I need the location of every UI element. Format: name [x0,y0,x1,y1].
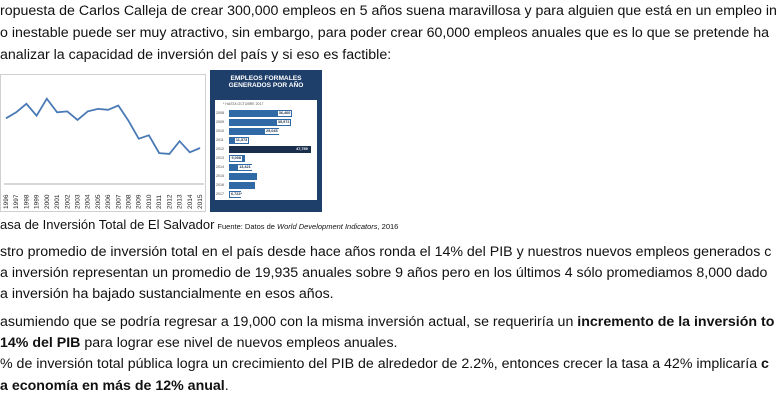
x-tick-label-2007: 2007 [115,194,123,209]
caption-source-prefix: Fuente: Datos de [217,222,278,231]
bar-year-label: 2009 [216,120,224,124]
x-tick-label-1999: 1999 [33,194,41,209]
caption-title: asa de Inversión Total de El Salvador [0,217,215,232]
x-tick-label-2014: 2014 [186,194,194,209]
x-tick-label-2009: 2009 [135,194,143,209]
x-tick-label-2010: 2010 [145,194,153,209]
body-line-1: stro promedio de inversión total en el país desde hace años ronda el 14% del PIB y nuestros nuevos empleos generados c [0,244,772,260]
body-line-3: a inversión ha bajado sustancialmente en esos años. [0,286,334,302]
infographic-title-line-2: GENERADOS POR AÑO [228,82,304,89]
body-line-4-bold: incremento de la inversión to [577,314,775,330]
infographic-note: * HASTA OCTUBRE 2017 [223,102,264,106]
body-line-5 [0,335,398,351]
bar-value-label-2014: 13,421 [239,165,251,169]
body-line-6-bold: c [761,356,769,372]
bar-year-label: 2016 [216,183,224,187]
x-tick-label-2003: 2003 [74,194,82,209]
bar-row-2012 [215,146,317,153]
x-tick-label-2015: 2015 [197,194,204,209]
bar-row-2017 [215,191,317,198]
intro-line-1: ropuesta de Carlos Calleja de crear 300,000 empleos en 5 años suena maravillosa y para alguien que está en un empleo in [0,3,777,19]
infographic-title-line-1: EMPLEOS FORMALES [230,75,302,82]
body-line-4 [0,314,774,330]
intro-line-3: analizar la capacidad de inversión del país y si eso es factible: [0,47,392,63]
bar-row-2011 [215,137,317,144]
bar-value-label-2009: 35,972 [277,120,290,124]
bar-value-label-2012: 47,759 [296,147,308,151]
x-tick-label-1998: 1998 [23,194,31,209]
body-line-7 [0,378,229,394]
bar-value-label-2017: 6,722* [231,192,242,196]
body-line-6 [0,356,769,372]
x-tick-label-2001: 2001 [54,194,62,209]
x-tick-label-2006: 2006 [105,194,113,209]
bar-2016 [229,182,255,189]
bar-year-label: 2011 [216,138,224,142]
x-tick-label-2013: 2013 [176,194,184,209]
body-line-5-text: para lograr ese nivel de nuevos empleos anuales. [80,335,398,351]
x-tick-label-2000: 2000 [43,194,51,209]
caption-source-suffix: , 2016 [377,222,399,231]
bar-year-label: 2014 [216,165,224,169]
bar-row-2015 [215,173,317,180]
x-tick-label-1996: 1996 [3,194,10,209]
body-line-7-bold: a economía en más de 12% anual [0,378,225,394]
body-line-5-bold: 14% del PIB [0,335,81,351]
caption-source-italic: World Development Indicators [277,222,378,231]
bar-2015 [229,173,257,180]
bar-year-label: 2010 [216,129,224,133]
x-tick-label-2011: 2011 [156,195,164,209]
bar-year-label: 2012 [216,147,224,151]
x-tick-label-2012: 2012 [166,194,174,209]
body-line-7-text: . [224,378,229,394]
bar-row-2014 [215,164,317,171]
bar-value-label-2010: 29,045 [265,129,278,133]
bar-year-label: 2008 [216,111,224,115]
x-tick-label-2002: 2002 [64,194,72,209]
chart-frame [1,75,206,212]
bar-year-label: 2015 [216,174,224,178]
caption-source [217,222,398,231]
bar-year-label: 2017 [216,192,224,196]
bar-row-2010 [215,128,317,135]
bar-value-label-2008: 36,460 [278,111,291,115]
infographic-panel [215,100,317,200]
body-line-2: a inversión representan un promedio de 19,935 anuales sobre 9 años pero en los últimos 4 sólo promediamos 8,000 dado [0,265,768,281]
x-tick-label-2008: 2008 [125,194,133,209]
body-line-4-text: asumiendo que se podría regresar a 19,000 con la misma inversión actual, se requeriría un [0,314,578,330]
figure-caption [0,216,398,234]
bar-value-label-2011: 11,573 [235,138,248,142]
bar-year-label: 2013 [216,156,224,160]
intro-line-2: o inestable puede ser muy atractivo, sin embargo, para poder crear 60,000 empleos anuales que es lo que se pretende ha [0,25,769,41]
employment-infographic [210,70,322,212]
x-tick-label-2004: 2004 [84,194,92,209]
investment-line-chart [0,74,206,212]
series-line-0 [6,99,200,154]
bar-row-2013 [215,155,317,162]
bar-value-label-2013: 9,008 [231,156,241,160]
bar-row-2008 [215,110,317,117]
x-tick-label-2005: 2005 [94,194,102,209]
bar-row-2016 [215,182,317,189]
body-line-6-text: % de inversión total pública logra un crecimiento del PIB de alrededor de 2.2%, entonces crecer la tasa a 42% implicaría [0,356,762,372]
bar-row-2009 [215,119,317,126]
x-tick-label-1997: 1997 [13,194,21,209]
